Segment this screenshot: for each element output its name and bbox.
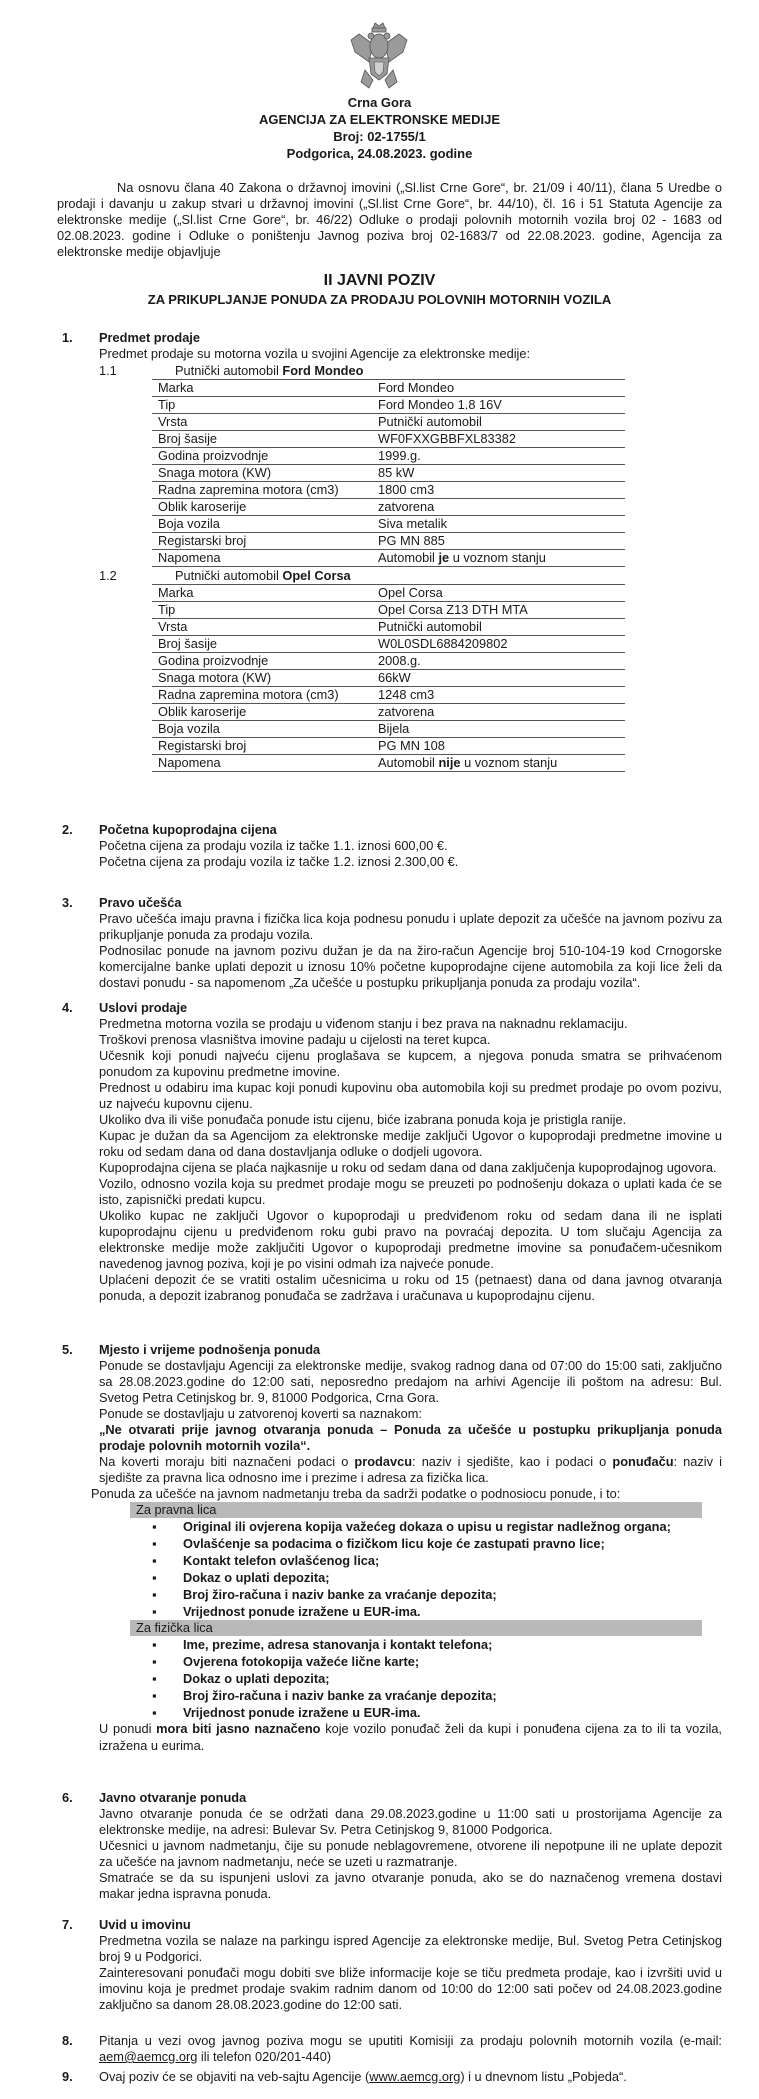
note-text: u voznom stanju: [449, 550, 546, 565]
list-item: ▪ Ovjerena fotokopija važeće lične karte;: [99, 1653, 722, 1670]
spec-value: Opel Corsa Z13 DTH MTA: [372, 602, 625, 619]
list-item: ▪ Ime, prezime, adresa stanovanja i kontakt telefona;: [99, 1636, 722, 1653]
section-2: [57, 822, 722, 870]
paragraph: Učesnik koji ponudi najveću cijenu proglašava se kupcem, a njegova ponuda smatra se prihvaćenom ponudom za kupovinu predmetne imovine.: [99, 1048, 722, 1079]
note-text: u voznom stanju: [460, 755, 558, 770]
list-item: ▪ Kontakt telefon ovlašćenog lica;: [99, 1552, 722, 1569]
paragraph: Troškovi prenosa vlasništva imovine padaju u cijelosti na teret kupca.: [99, 1032, 491, 1047]
table-row: [152, 550, 625, 567]
car2-name: Opel Corsa: [282, 568, 351, 583]
legal-entities-list: [99, 1518, 722, 1620]
section-3: [57, 895, 722, 991]
list-item: ▪ Dokaz o uplati depozita;: [99, 1569, 722, 1586]
spec-value: PG MN 885: [372, 533, 625, 550]
spec-value: 1999.g.: [372, 448, 625, 465]
table-row: [152, 397, 625, 414]
spec-value: Putnički automobil: [372, 414, 625, 431]
paragraph: [99, 2033, 722, 2065]
list-item: ▪ Dokaz o uplati depozita;: [99, 1670, 722, 1687]
section-6: [57, 1790, 722, 1902]
paragraph: Predmetna motorna vozila se prodaju u viđenom stanju i bez prava na naknadnu reklamaciju.: [99, 1016, 628, 1031]
paragraph: Smatraće se da su ispunjeni uslovi za javno otvaranje ponuda, ako se do naznačenog vremena dostavi makar jedna ispravna ponuda.: [99, 1870, 722, 1901]
section-title: Mjesto i vrijeme podnošenja ponuda: [99, 1342, 321, 1357]
car2-number: 1.2: [99, 568, 117, 583]
table-row: [152, 380, 625, 397]
text-run: ili telefon 020/201-440): [197, 2049, 332, 2064]
spec-value: Ford Mondeo: [372, 380, 625, 397]
paragraph: [99, 2069, 722, 2085]
spec-key: Vrsta: [152, 414, 372, 431]
text-run: Pitanja u vezi ovog javnog poziva mogu se uputiti Komisiji za prodaju polovnih motornih vozila (e-mail:: [99, 2033, 722, 2048]
table-row: [152, 721, 625, 738]
section-5: [57, 1342, 722, 1754]
list-item: ▪ Original ili ovjerena kopija važećeg dokaza o upisu u registar nadležnog organa;: [99, 1518, 722, 1535]
paragraph: Učesnici u javnom nadmetanju, čije su ponude neblagovremene, otvorene ili nepotpune ili ne uplate depozit za učešće na javnom nadmetanju, neće se uzeti u razmatranje.: [99, 1838, 722, 1869]
website-link[interactable]: www.aemcg.org: [369, 2069, 461, 2084]
section-title: Pravo učešća: [99, 895, 182, 910]
text-emphasis: ponuđaču: [612, 1454, 674, 1469]
paragraph: Prednost u odabiru ima kupac koji ponudi kupovinu oba automobila koji su predmet prodaje po ovom pozivu, uz najveću kupovnu cijenu.: [99, 1080, 722, 1111]
spec-key: Marka: [152, 585, 372, 602]
spec-key: Napomena: [152, 755, 372, 772]
text-run: ) i u dnevnom listu „Pobjeda“.: [460, 2069, 627, 2084]
spec-value: Ford Mondeo 1.8 16V: [372, 397, 625, 414]
spec-key: Godina proizvodnje: [152, 448, 372, 465]
paragraph: Pravo učešća imaju pravna i fizička lica koja podnesu ponudu i uplate depozit za učešće na javnom pozivu za prikupljanje ponuda za prodaju vozila.: [99, 911, 722, 942]
note-text: Automobil: [378, 550, 439, 565]
paragraph: Zainteresovani ponuđači mogu dobiti sve bliže informacije koje se tiču predmeta prodaje, kao i izvršiti uvid u imovinu koja je predmet prodaje svakim radnim danom od 10:00 do 12:00 sati počev od 24.08.2023.godine zaključno sa danom 28.08.2023.godine do 12:00 sati.: [99, 1965, 722, 2012]
table-row: [152, 516, 625, 533]
paragraph: Ponude se dostavljaju u zatvorenoj koverti sa naznakom:: [99, 1406, 422, 1421]
table-row: [152, 704, 625, 721]
table-row: [152, 755, 625, 772]
paragraph: Ukoliko dva ili više ponuđača ponude istu cijenu, biće izabrana ponuda koja je pristigla ranije.: [99, 1112, 627, 1127]
paragraph: [99, 1721, 722, 1754]
table-row: [152, 687, 625, 704]
price-line: Početna cijena za prodaju vozila iz tačke 1.1. iznosi 600,00 €.: [99, 838, 448, 853]
document-header: [0, 94, 759, 162]
header-place-date: Podgorica, 24.08.2023. godine: [286, 146, 473, 161]
table-row: [152, 585, 625, 602]
section-title: Predmet prodaje: [99, 330, 200, 345]
car1-heading: [99, 362, 722, 379]
section-9: [57, 2069, 722, 2085]
text-run: Ovaj poziv će se objaviti na veb-sajtu Agencije (: [99, 2069, 370, 2084]
spec-key: Godina proizvodnje: [152, 653, 372, 670]
spec-key: Boja vozila: [152, 721, 372, 738]
table-row: [152, 670, 625, 687]
spec-key: Snaga motora (KW): [152, 670, 372, 687]
section-number: 7.: [62, 1917, 73, 1932]
email-link[interactable]: aem@aemcg.org: [99, 2049, 198, 2064]
table-row: [152, 738, 625, 755]
section-number: 9.: [62, 2069, 73, 2084]
spec-value: Siva metalik: [372, 516, 625, 533]
spec-key: Marka: [152, 380, 372, 397]
paragraph: Kupac je dužan da sa Agencijom za elektronske medije zaključi Ugovor o kupoprodaji predmetne imovine u roku od sedam dana od dana dostavljanja odluke o dodjeli ugovora.: [99, 1128, 722, 1159]
car1-name: Ford Mondeo: [282, 363, 364, 378]
spec-value: zatvorena: [372, 704, 625, 721]
spec-value: 2008.g.: [372, 653, 625, 670]
car1-label: Putnički automobil: [175, 363, 283, 378]
text-emphasis: mora biti jasno naznačeno: [156, 1721, 321, 1736]
spec-key: Radna zapremina motora (cm3): [152, 482, 372, 499]
spec-value: [372, 550, 625, 567]
header-country: Crna Gora: [347, 95, 412, 110]
section-number: 4.: [62, 1000, 73, 1015]
spec-value: 1800 cm3: [372, 482, 625, 499]
spec-value: Bijela: [372, 721, 625, 738]
spec-key: Radna zapremina motora (cm3): [152, 687, 372, 704]
paragraph: Ponude se dostavljaju Agenciji za elektronske medije, svakog radnog dana od 07:00 do 15:00 sati, zaključno sa 28.08.2023.godine do 12:00 sati, neposredno predajom na arhivi Agencije ili poštom na adresu: Bul. Svetog Petra Cetinjskog br. 9, 81000 Podgorica, Crna Gora.: [99, 1358, 722, 1405]
text-run: U ponudi: [99, 1721, 157, 1736]
title-sub: ZA PRIKUPLJANJE PONUDA ZA PRODAJU POLOVNIH MOTORNIH VOZILA: [147, 292, 612, 307]
table-row: [152, 482, 625, 499]
envelope-marking: „Ne otvarati prije javnog otvaranja ponuda – Ponuda za učešće u postupku prikupljanja ponuda prodaje polovnih motornih vozila“.: [99, 1422, 722, 1453]
note-emphasis: je: [438, 550, 450, 565]
section-number: 5.: [62, 1342, 73, 1357]
spec-key: Registarski broj: [152, 738, 372, 755]
paragraph: [99, 1454, 722, 1486]
table-row: [152, 431, 625, 448]
spec-value: Opel Corsa: [372, 585, 625, 602]
list-item: ▪ Broj žiro-računa i naziv banke za vraćanje depozita;: [99, 1687, 722, 1704]
paragraph: Podnosilac ponude na javnom pozivu dužan je da na žiro-račun Agencije broj 510-104-19 kod Crnogorske komercijalne banke uplati depozit u iznosu 10% početne kupoprodajne cijene automobila za koji lice želi da dostavi ponudu - sa napomenom „Za učešće u postupku prikupljanja ponuda za prodaju vozila“.: [99, 943, 722, 990]
section-number: 2.: [62, 822, 73, 837]
note-text: Automobil: [378, 755, 439, 770]
spec-key: Oblik karoserije: [152, 704, 372, 721]
spec-value: 66kW: [372, 670, 625, 687]
paragraph: Ukoliko kupac ne zaključi Ugovor o kupoprodaji u predviđenom roku od sedam dana ili ne isplati kupoprodajnu cijenu u predviđenom roku gubi pravo na povraćaj depozita. U tom slučaju Agencija za elektronske medije može zaključiti Ugovor o kupoprodaji predmetne imovine sa ponuđačem-učesnikom navedenog javnog poziva, koji je po visini odmah iza najveće ponude.: [99, 1208, 722, 1271]
table-row: [152, 653, 625, 670]
table-row: [152, 602, 625, 619]
section-number: 1.: [62, 330, 73, 345]
section-title: Uvid u imovinu: [99, 1917, 191, 1932]
spec-key: Tip: [152, 397, 372, 414]
text-run: Na koverti moraju biti naznačeni podaci o: [99, 1454, 355, 1469]
list-item: ▪ Vrijednost ponude izražene u EUR-ima.: [99, 1704, 722, 1721]
paragraph: Predmetna vozila se nalaze na parkingu ispred Agencije za elektronske medije, Bul. Svetog Petra Cetinjskog broj 9 u Podgorici.: [99, 1933, 722, 1964]
spec-key: Broj šasije: [152, 636, 372, 653]
spec-value: zatvorena: [372, 499, 625, 516]
table-row: [152, 533, 625, 550]
car2-spec-table: [152, 584, 625, 772]
header-agency: AGENCIJA ZA ELEKTRONSKE MEDIJE: [258, 112, 500, 127]
spec-key: Tip: [152, 602, 372, 619]
table-row: [152, 448, 625, 465]
natural-persons-list: [99, 1636, 722, 1721]
intro-paragraph: Na osnovu člana 40 Zakona o državnoj imovini („Sl.list Crne Gore“, br. 21/09 i 40/11), člana 5 Uredbe o prodaji i davanju u zakup stvari u državnoj imovini („Sl.list Crne Gore“, br. 44/10), čl. 16 i 51 Statuta Agencije za elektronske medije („Sl.list Crne Gore“, br. 46/22) Odluke o prodaji polovnih motornih vozila broj 02 - 1683 od 02.08.2023. godine i Odluke o poništenju Javnog poziva broj 02-1683/7 od 22.08.2023. godine, Agencija za elektronske medije objavljuje: [57, 180, 722, 259]
spec-key: Napomena: [152, 550, 372, 567]
spec-value: Putnički automobil: [372, 619, 625, 636]
spec-key: Broj šasije: [152, 431, 372, 448]
section-4: [57, 1000, 722, 1304]
coat-of-arms-icon: [347, 22, 411, 90]
legal-entities-header: Za pravna lica: [130, 1502, 702, 1518]
note-emphasis: nije: [438, 755, 461, 770]
paragraph: Javno otvaranje ponuda će se održati dana 29.08.2023.godine u 11:00 sati u prostorijama Agencije za elektronske medije, na adresi: Bulevar Sv. Petra Cetinjskog 9, 81000 Podgorica.: [99, 1806, 722, 1837]
spec-value: PG MN 108: [372, 738, 625, 755]
paragraph: Vozilo, odnosno vozila koja su predmet prodaje mogu se preuzeti po podnošenju dokaza o uplati kada će se isto, zapisnički predati kupcu.: [99, 1176, 722, 1207]
text-run: koje vozilo ponuđač želi da kupi i ponuđena cijena za to ili ta vozila, izražena u eurima.: [99, 1721, 722, 1753]
table-row: [152, 499, 625, 516]
car2-heading: [99, 567, 722, 584]
spec-key: Boja vozila: [152, 516, 372, 533]
spec-value: 85 kW: [372, 465, 625, 482]
section-1: [57, 330, 722, 772]
spec-key: Oblik karoserije: [152, 499, 372, 516]
title-main: II JAVNI POZIV: [323, 272, 436, 289]
section-7: [57, 1917, 722, 2013]
spec-value: WF0FXXGBBFXL83382: [372, 431, 625, 448]
table-row: [152, 619, 625, 636]
section-8: [57, 2033, 722, 2065]
paragraph: Uplaćeni depozit će se vratiti ostalim učesnicima u roku od 15 (petnaest) dana od dana javnog otvaranja ponuda, a depozit izabranog ponuđača se zadržava i uračunava u kupoprodajnu cijenu.: [99, 1272, 722, 1303]
natural-persons-header: Za fizička lica: [130, 1620, 702, 1636]
price-line: Početna cijena za prodaju vozila iz tačke 1.2. iznosi 2.300,00 €.: [99, 854, 459, 869]
list-item: ▪ Broj žiro-računa i naziv banke za vraćanje depozita;: [99, 1586, 722, 1603]
car2-label: Putnički automobil: [175, 568, 283, 583]
text-emphasis: prodavcu: [354, 1454, 413, 1469]
text-run: : naziv i sjedište, kao i podaci o: [412, 1454, 613, 1469]
table-row: [152, 465, 625, 482]
spec-value: W0L0SDL6884209802: [372, 636, 625, 653]
text-run: : naziv i sjedište za pravna lica odnosno ime i prezime i adresa za fizička lica.: [99, 1454, 722, 1485]
table-row: [152, 414, 625, 431]
spec-key: Registarski broj: [152, 533, 372, 550]
section-text: Predmet prodaje su motorna vozila u svojini Agencije za elektronske medije:: [99, 346, 531, 361]
section-number: 3.: [62, 895, 73, 910]
document-title: [0, 271, 759, 308]
header-number: Broj: 02-1755/1: [333, 129, 426, 144]
paragraph: Kupoprodajna cijena se plaća najkasnije u roku od sedam dana od dana zaključenja kupoprodajnog ugovora.: [99, 1160, 717, 1175]
spec-value: 1248 cm3: [372, 687, 625, 704]
list-item: ▪ Ovlašćenje sa podacima o fizičkom licu koje će zastupati pravno lice;: [99, 1535, 722, 1552]
paragraph: Ponuda za učešće na javnom nadmetanju treba da sadrži podatke o podnosiocu ponude, i to:: [91, 1486, 621, 1501]
spec-value: [372, 755, 625, 772]
table-row: [152, 636, 625, 653]
section-title: Uslovi prodaje: [99, 1000, 188, 1015]
section-number: 6.: [62, 1790, 73, 1805]
list-item: ▪ Vrijednost ponude izražene u EUR-ima.: [99, 1603, 722, 1620]
car1-spec-table: [152, 379, 625, 567]
spec-key: Vrsta: [152, 619, 372, 636]
section-number: 8.: [62, 2033, 73, 2048]
car1-number: 1.1: [99, 363, 117, 378]
section-title: Javno otvaranje ponuda: [99, 1790, 247, 1805]
spec-key: Snaga motora (KW): [152, 465, 372, 482]
section-title: Početna kupoprodajna cijena: [99, 822, 277, 837]
